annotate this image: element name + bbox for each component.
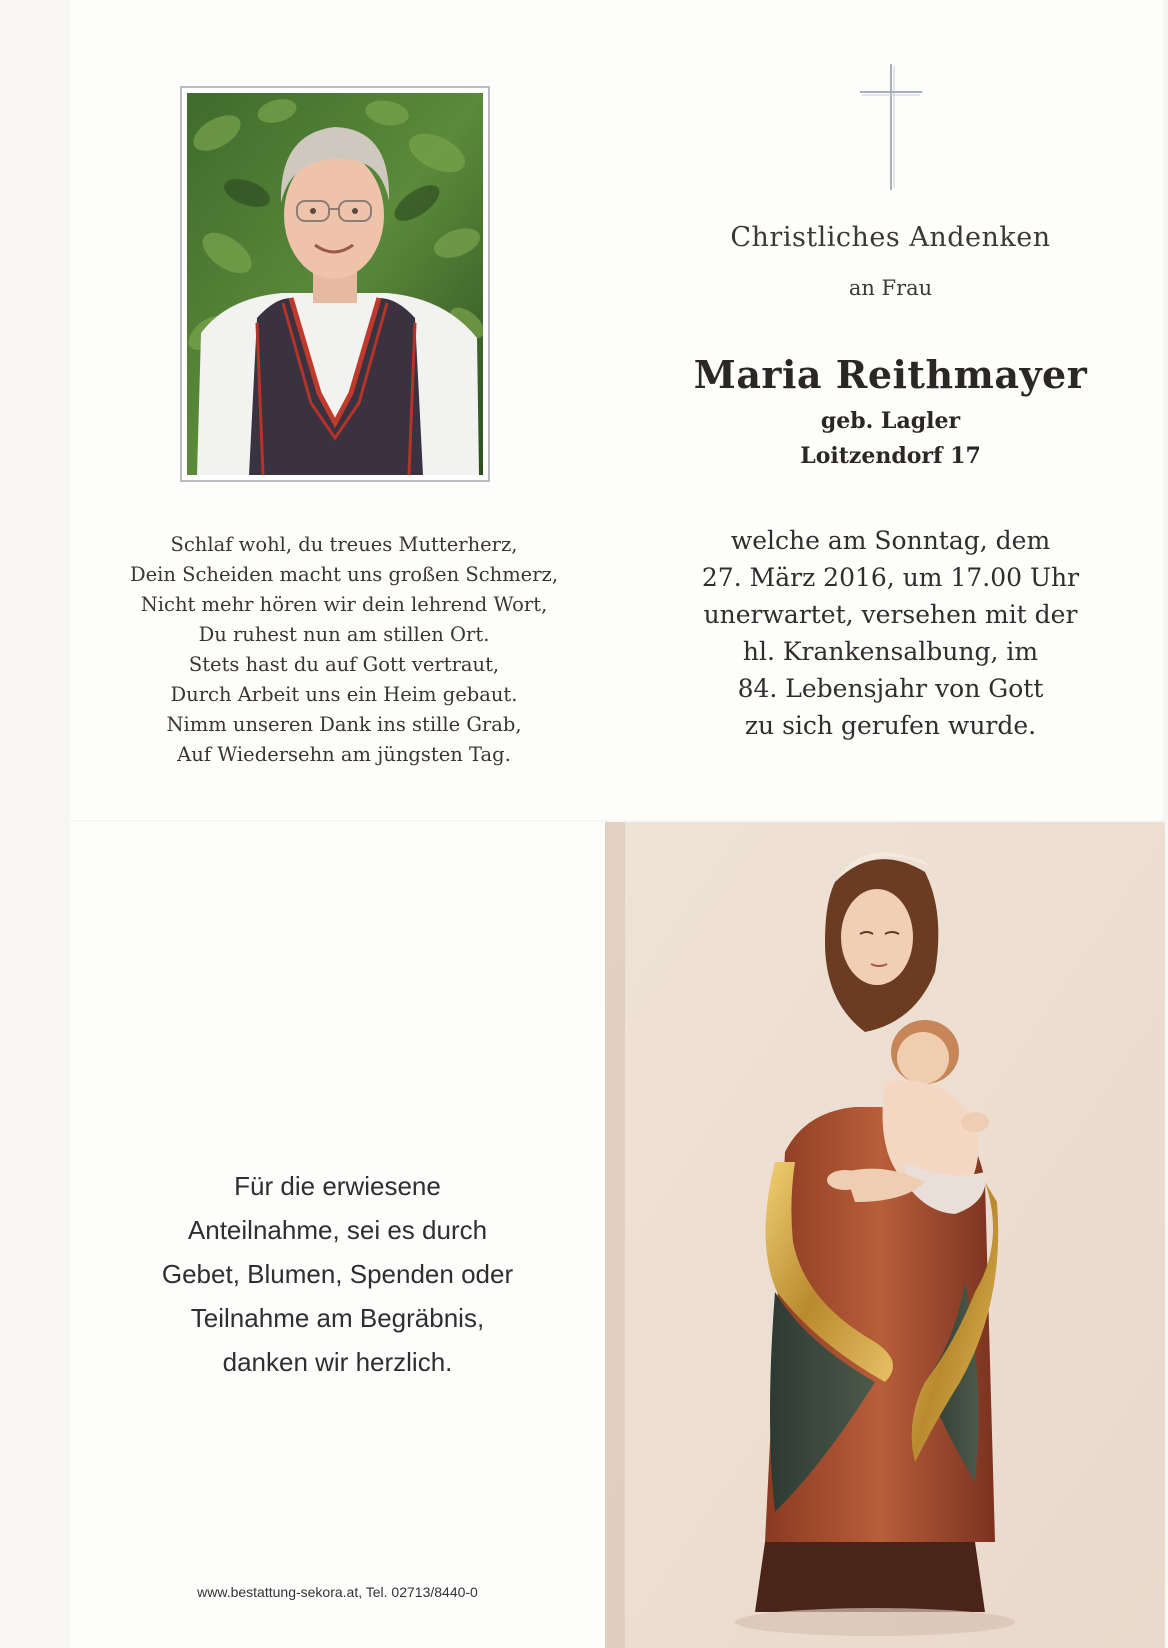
thanks-line: danken wir herzlich. [222, 1347, 453, 1377]
thanks-line: Für die erwiesene [234, 1171, 441, 1201]
funeral-home-footer: www.bestattung-sekora.at, Tel. 02713/8440-0 [197, 1584, 478, 1600]
death-notice-line: unerwartet, versehen mit der [703, 600, 1078, 629]
portrait-image [187, 93, 483, 475]
salutation: an Frau [848, 276, 933, 300]
portrait-panel [70, 0, 618, 820]
memorial-panel [618, 0, 1163, 820]
poem-line: Durch Arbeit uns ein Heim gebaut. [170, 683, 518, 706]
poem-line: Schlaf wohl, du treues Mutterherz, [170, 533, 518, 556]
statue-panel [605, 822, 1165, 1648]
death-notice-line: zu sich gerufen wurde. [744, 711, 1037, 740]
death-notice [618, 522, 1163, 744]
poem-line: Nimm unseren Dank ins stille Grab, [166, 713, 522, 736]
thanks-line: Gebet, Blumen, Spenden oder [161, 1259, 514, 1289]
deceased-name: Maria Reithmayer [693, 352, 1088, 397]
thanks-text [70, 1164, 605, 1384]
poem [90, 530, 598, 770]
poem-line: Du ruhest nun am stillen Ort. [198, 623, 490, 646]
poem-line: Nicht mehr hören wir dein lehrend Wort, [140, 593, 548, 616]
death-notice-line: welche am Sonntag, dem [730, 526, 1051, 555]
poem-line: Stets hast du auf Gott vertraut, [188, 653, 500, 676]
poem-line: Dein Scheiden macht uns großen Schmerz, [129, 563, 559, 586]
address: Loitzendorf 17 [800, 443, 981, 469]
latin-cross-icon [858, 62, 924, 192]
death-notice-line: 27. März 2016, um 17.00 Uhr [701, 563, 1080, 592]
death-notice-line: 84. Lebensjahr von Gott [737, 674, 1044, 703]
madonna-statue-image [605, 822, 1165, 1648]
birth-name: geb. Lagler [820, 408, 961, 434]
death-notice-line: hl. Krankensalbung, im [742, 637, 1039, 666]
portrait-photo [180, 86, 490, 482]
thanks-line: Teilnahme am Begräbnis, [190, 1303, 485, 1333]
thanks-line: Anteilnahme, sei es durch [187, 1215, 488, 1245]
poem-line: Auf Wiedersehn am jüngsten Tag. [177, 743, 511, 766]
memorial-heading: Christliches Andenken [730, 222, 1051, 253]
